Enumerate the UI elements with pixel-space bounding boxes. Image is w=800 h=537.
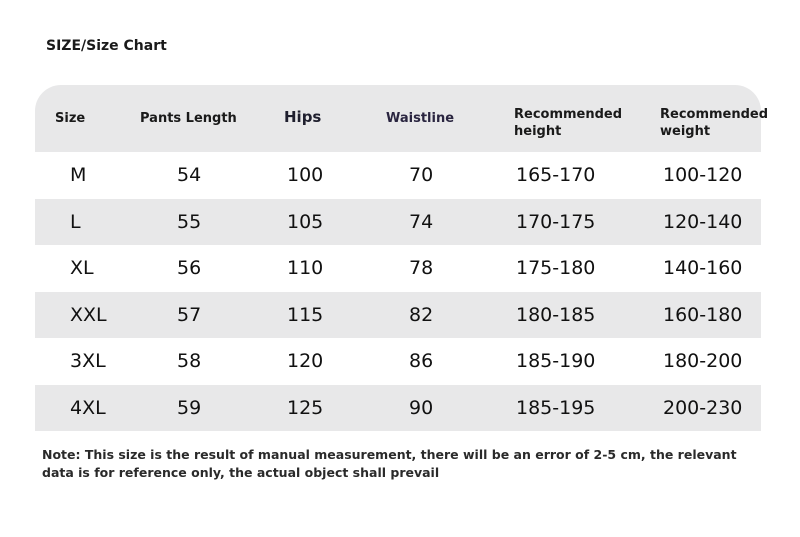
cell-waistline: 78: [409, 257, 434, 279]
header-height-line1: Recommended: [514, 107, 623, 122]
cell-hips: 120: [287, 350, 324, 372]
cell-waistline: 90: [409, 396, 434, 419]
cell-hips: 110: [287, 257, 324, 279]
header-recommended-weight: [660, 106, 768, 140]
table-row: [35, 338, 761, 385]
cell-waistline: 82: [409, 303, 434, 326]
cell-pants-length: 58: [177, 350, 202, 372]
header-pants-length: Pants Length: [140, 111, 237, 126]
cell-hips: 115: [287, 303, 324, 326]
cell-waistline: 74: [409, 210, 434, 233]
cell-pants-length: 57: [177, 303, 202, 326]
cell-size: 4XL: [70, 396, 106, 419]
cell-size: 3XL: [70, 350, 106, 372]
header-hips: Hips: [284, 108, 322, 126]
cell-waistline: 70: [409, 164, 434, 186]
cell-pants-length: 54: [177, 164, 202, 186]
cell-pants-length: 55: [177, 210, 202, 233]
table-row: [35, 385, 761, 432]
table-header: [35, 85, 769, 152]
header-height-line2: height: [514, 124, 562, 139]
cell-height: 175-180: [516, 257, 596, 279]
cell-weight: 120-140: [663, 210, 743, 233]
size-table: [35, 85, 769, 431]
cell-pants-length: 59: [177, 396, 202, 419]
header-weight-line1: Recommended: [660, 107, 769, 122]
cell-hips: 105: [287, 210, 324, 233]
cell-height: 180-185: [516, 303, 596, 326]
cell-height: 170-175: [516, 210, 596, 233]
cell-pants-length: 56: [177, 257, 202, 279]
cell-size: XL: [70, 257, 94, 279]
header-weight-line2: weight: [660, 124, 711, 139]
cell-weight: 140-160: [663, 257, 743, 279]
cell-hips: 100: [287, 164, 324, 186]
cell-weight: 200-230: [663, 396, 743, 419]
cell-waistline: 86: [409, 350, 434, 372]
table-row: [35, 292, 761, 339]
table-row: [35, 199, 761, 246]
cell-weight: 180-200: [663, 350, 743, 372]
cell-hips: 125: [287, 396, 324, 419]
chart-title: SIZE/Size Chart: [46, 38, 167, 54]
cell-height: 165-170: [516, 164, 596, 186]
cell-height: 185-195: [516, 396, 596, 419]
cell-size: XXL: [70, 303, 107, 326]
cell-weight: 100-120: [663, 164, 743, 186]
header-waistline: Waistline: [386, 111, 455, 126]
cell-weight: 160-180: [663, 303, 743, 326]
cell-height: 185-190: [516, 350, 596, 372]
header-recommended-height: [514, 106, 622, 140]
header-size: Size: [55, 111, 86, 126]
table-row: [35, 152, 761, 199]
table-row: [35, 245, 761, 292]
measurement-note: Note: This size is the result of manual measurement, there will be an error of 2-5 cm, the relevant data is for reference only, the actual object shall prevail: [42, 447, 737, 480]
cell-size: L: [70, 210, 81, 233]
cell-size: M: [70, 164, 87, 186]
